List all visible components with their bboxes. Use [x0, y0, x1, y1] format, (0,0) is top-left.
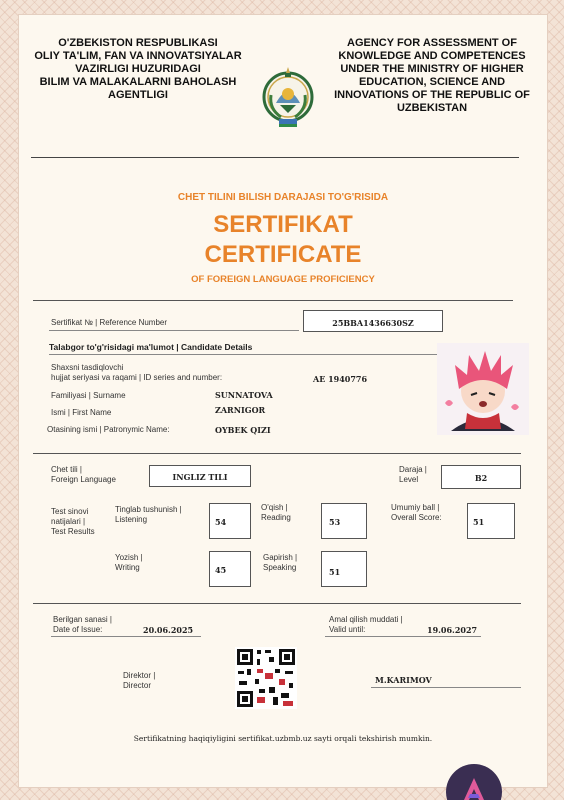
writing-label [115, 553, 143, 573]
speaking-label-line: Gapirish | [263, 553, 298, 562]
overall-label-line: Umumiy ball | [391, 503, 440, 512]
reading-box [321, 503, 367, 539]
candidate-section-title: Talabgor to'g'risidagi ma'lumot | Candidate Details [49, 342, 253, 352]
divider [33, 603, 521, 604]
reading-label-line: O'qish | [261, 503, 288, 512]
left-org-line: AGENTLIGI [108, 89, 168, 101]
subtitle-en: OF FOREIGN LANGUAGE PROFICIENCY [191, 274, 375, 285]
signature-line [371, 687, 521, 688]
director-label-1: Direktor | [123, 671, 156, 680]
level-value: B2 [474, 473, 488, 483]
reference-label: Sertifikat № | Reference Number [51, 318, 168, 327]
certificate-sheet [18, 14, 548, 788]
results-label-line: Test Results [51, 527, 95, 536]
patronymic-value: OYBEK QIZI [215, 425, 271, 435]
id-label-2: hujjat seriyasi va raqami | ID series and number: [51, 373, 223, 382]
speaking-label [263, 553, 297, 573]
right-org-line: EDUCATION, SCIENCE AND [358, 76, 506, 88]
qr-code-icon [235, 647, 297, 709]
first-name-value: ZARNIGOR [215, 405, 266, 415]
writing-label-line: Writing [115, 563, 140, 572]
surname-value: SUNNATOVA [215, 390, 273, 400]
left-org-line: VAZIRLIGI HUZURIDAGI [75, 63, 201, 75]
right-org-line: INNOVATIONS OF THE REPUBLIC OF [334, 89, 530, 101]
reading-label [261, 503, 291, 523]
language-label-2: Foreign Language [51, 475, 116, 484]
language-value: INGLIZ TILI [172, 472, 228, 482]
reference-value: 25BBA1436630SZ [332, 318, 414, 328]
speaking-box [321, 551, 367, 587]
reading-label-line: Reading [261, 513, 291, 522]
listening-label-line: Tinglab tushunish | [115, 505, 182, 514]
listening-label-line: Listening [115, 515, 148, 524]
overall-label-line: Overall Score: [391, 513, 442, 522]
results-label-line: Test sinovi [51, 507, 89, 516]
writing-label-line: Yozish | [115, 553, 143, 562]
left-org-line: O'ZBEKISTON RESPUBLIKASI [58, 37, 218, 49]
left-org-line: BILIM VA MALAKALARNI BAHOLASH [39, 76, 237, 88]
speaking-label-line: Speaking [263, 563, 297, 572]
listening-value: 54 [215, 517, 227, 527]
speaking-value: 51 [329, 567, 341, 577]
app-button[interactable] [446, 764, 502, 800]
issue-label-2: Date of Issue: [53, 625, 103, 634]
issue-label-1: Berilgan sanasi | [53, 615, 112, 624]
results-label-line: natijalari | [51, 517, 86, 526]
right-org-line: UNDER THE MINISTRY OF HIGHER [340, 63, 524, 75]
valid-value: 19.06.2027 [427, 625, 478, 635]
subtitle-uz: CHET TILINI BILISH DARAJASI TO'G'RISIDA [177, 192, 389, 203]
divider [33, 300, 513, 301]
director-label-2: Director [123, 681, 152, 690]
header-divider [31, 157, 519, 158]
patronymic-label: Otasining ismi | Patronymic Name: [47, 425, 170, 434]
level-label-2: Level [399, 475, 419, 484]
writing-value: 45 [215, 565, 227, 575]
issue-underline [51, 636, 201, 637]
listening-label [115, 505, 182, 525]
title-certificate: CERTIFICATE [204, 241, 362, 268]
left-org-line: OLIY TA'LIM, FAN VA INNOVATSIYALAR [34, 50, 242, 62]
emblem-icon [259, 65, 317, 131]
left-organization [19, 37, 257, 102]
id-label-1: Shaxsni tasdiqlovchi [51, 363, 124, 372]
issue-value: 20.06.2025 [143, 625, 194, 635]
right-org-line: AGENCY FOR ASSESSMENT OF [347, 37, 517, 49]
valid-label-1: Amal qilish muddati | [329, 615, 403, 624]
app-icon [446, 764, 502, 800]
title-sertifikat: SERTIFIKAT [213, 211, 353, 238]
language-label-1: Chet tili | [51, 465, 82, 474]
reference-underline [49, 330, 299, 331]
results-label [51, 507, 95, 537]
overall-label [391, 503, 442, 523]
divider [33, 453, 521, 454]
candidate-underline [49, 354, 439, 355]
right-organization [325, 37, 539, 115]
id-value: AE 1940776 [313, 374, 368, 384]
valid-underline [325, 636, 481, 637]
candidate-photo [437, 343, 529, 435]
surname-label: Familiyasi | Surname [51, 391, 126, 400]
right-org-line: KNOWLEDGE AND COMPETENCES [338, 50, 526, 62]
first-name-label: Ismi | First Name [51, 408, 112, 417]
footer-note: Sertifikatning haqiqiyligini sertifikat.uzbmb.uz sayti orqali tekshirish mumkin. [133, 734, 433, 743]
level-label-1: Daraja | [399, 465, 427, 474]
director-name: M.KARIMOV [375, 675, 432, 685]
right-org-line: UZBEKISTAN [396, 102, 468, 114]
overall-value: 51 [473, 517, 485, 527]
valid-label-2: Valid until: [329, 625, 366, 634]
reading-value: 53 [329, 517, 341, 527]
